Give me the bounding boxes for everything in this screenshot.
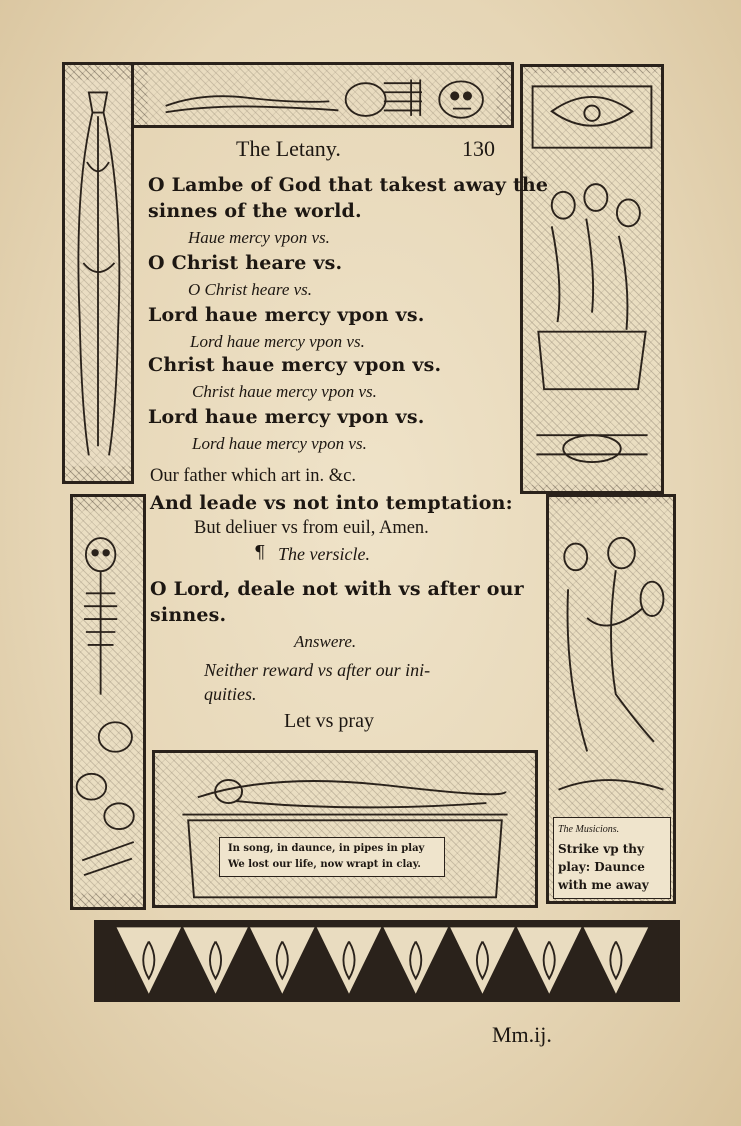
text-line-16: O Lord, deale not with vs after our	[150, 578, 524, 600]
musicians-caption-box	[553, 817, 671, 899]
text-line-18: Answere.	[294, 632, 357, 651]
text-line-13: And leade vs not into temptation:	[150, 492, 513, 514]
text-line-3: Haue mercy vpon vs.	[188, 228, 330, 247]
musicians-caption-title: The Musicions.	[558, 824, 620, 835]
text-line-14: But deliuer vs from euil, Amen.	[194, 518, 429, 538]
text-line-2: sinnes of the world.	[148, 200, 362, 222]
text-line-20: quities.	[204, 684, 257, 704]
text-line-10: Lord haue mercy vpon vs.	[148, 406, 425, 428]
text-line-1: O Lambe of God that takest away the	[148, 174, 549, 196]
bottom-ornamental-band	[94, 920, 680, 1002]
right-upper-woodcut	[520, 64, 664, 494]
signature-mark: Mm.ij.	[492, 1022, 552, 1047]
text-line-17: sinnes.	[150, 604, 227, 626]
musicians-caption-line-1: Strike vp thy	[558, 842, 644, 856]
text-line-11: Lord haue mercy vpon vs.	[192, 434, 367, 453]
musicians-caption-line-2: play: Daunce	[558, 860, 645, 874]
leaf-ornament-row	[97, 923, 677, 999]
cadaver-caption-line-1: In song, in daunce, in pipes in play	[228, 843, 425, 854]
page-number: 130	[462, 136, 495, 161]
skeleton-and-skulls-illustration	[73, 497, 143, 907]
text-line-9: Christ haue mercy vpon vs.	[192, 382, 377, 401]
veiled-figure-illustration	[65, 65, 131, 481]
text-line-21: Let vs pray	[284, 710, 374, 732]
left-upper-woodcut	[62, 62, 134, 484]
top-border-woodcut	[130, 62, 514, 128]
text-line-7: Lord haue mercy vpon vs.	[190, 332, 365, 351]
cadaver-caption-scroll	[219, 837, 445, 877]
running-head: The Letany.	[236, 136, 341, 161]
text-line-4: O Christ heare vs.	[148, 252, 343, 274]
dance-of-death-feast-illustration	[523, 67, 661, 491]
left-lower-woodcut	[70, 494, 146, 910]
cadaver-on-tomb-illustration	[155, 753, 535, 905]
bottom-cadaver-woodcut	[152, 750, 538, 908]
recumbent-skeleton-illustration	[133, 65, 511, 125]
text-line-6: Lord haue mercy vpon vs.	[148, 304, 425, 326]
right-lower-woodcut	[546, 494, 676, 904]
pilcrow-icon: ¶	[254, 542, 266, 563]
text-line-5: O Christ heare vs.	[188, 280, 313, 299]
cadaver-caption-line-2: We lost our life, now wrapt in clay.	[228, 859, 421, 870]
text-line-12: Our father which art in. &c.	[150, 466, 356, 486]
text-line-8: Christ haue mercy vpon vs.	[148, 354, 442, 376]
musicians-caption-line-3: with me away	[558, 878, 649, 892]
text-line-15: The versicle.	[278, 544, 370, 564]
text-line-19: Neither reward vs after our ini-	[204, 660, 431, 680]
letany-text-block	[140, 128, 549, 748]
